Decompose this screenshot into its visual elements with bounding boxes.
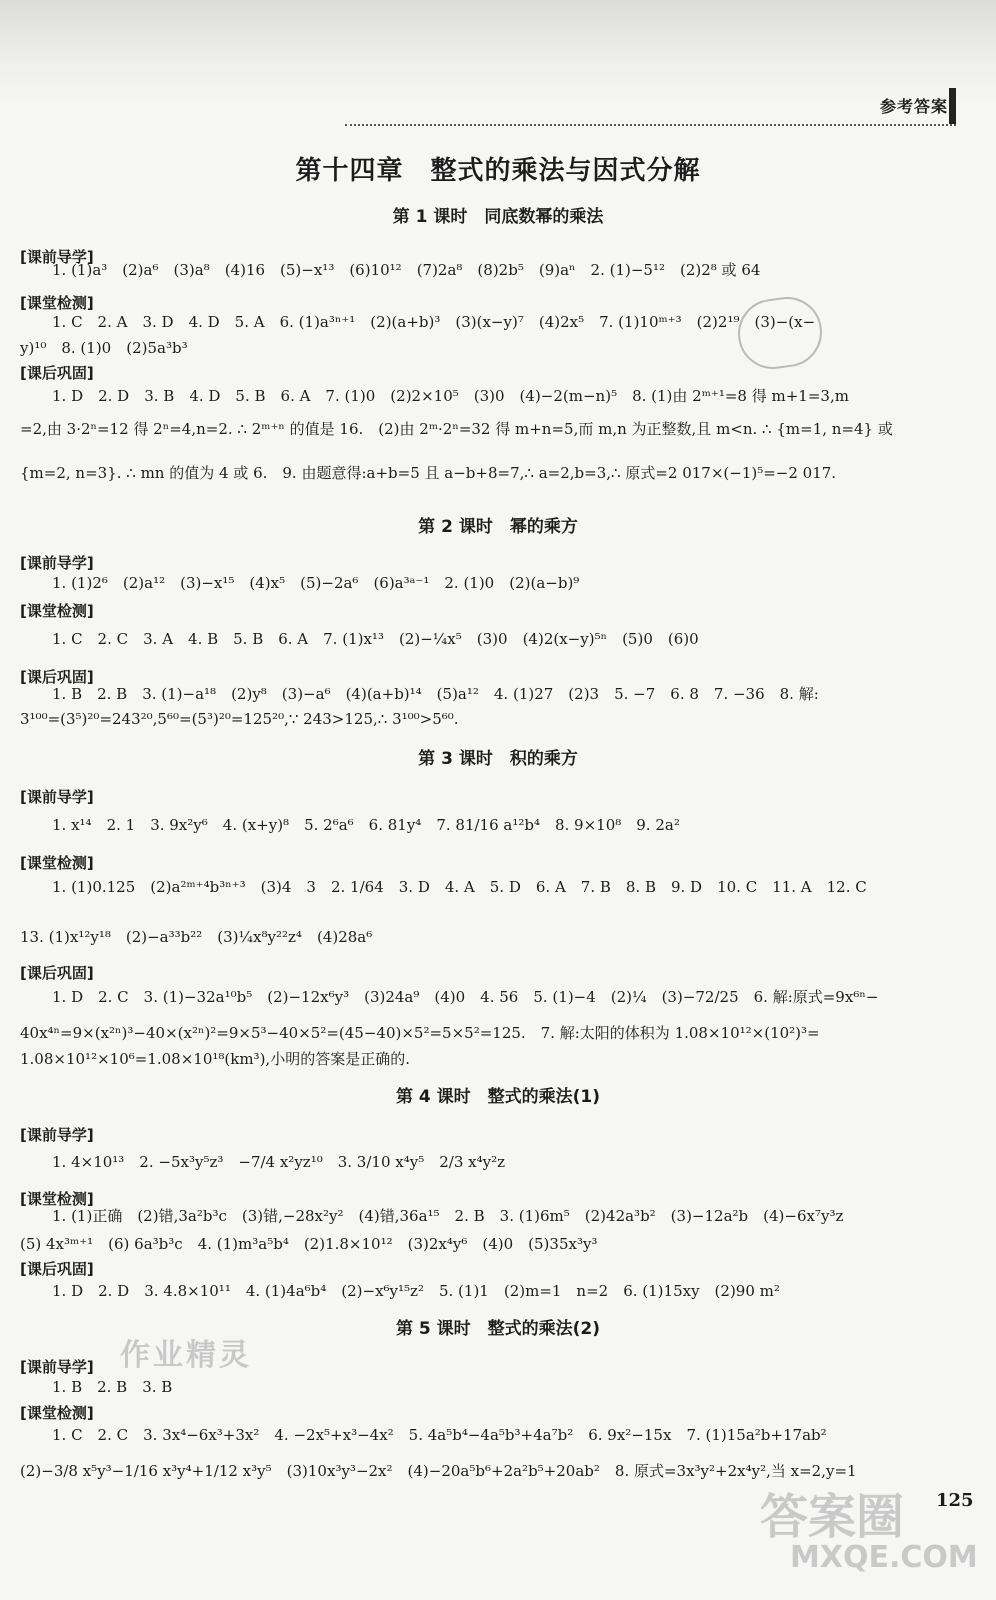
answer-line: {m=2, n=3}. ∴ mn 的值为 4 或 6. 9. 由题意得:a+b=5 且 a−b+8=7,∴ a=2,b=3,∴ 原式=2 017×(−1)⁵=−2 017. [20,464,837,482]
section-class: [课堂检测] [20,1404,94,1422]
answer-line: 40x⁴ⁿ=9×(x²ⁿ)³−40×(x²ⁿ)²=9×5³−40×5²=(45−40)×5²=5×5²=125. 7. 解:太阳的体积为 1.08×10¹²×(10²)³= [20,1024,820,1042]
answer-line: (2)−3/8 x⁵y³−1/16 x³y⁴+1/12 x³y⁵ (3)10x³y³−2x² (4)−20a⁵b⁶+2a²b⁵+20ab² 8. 原式=3x³y²+2x⁴y²,当 x=2,y=1 [20,1462,857,1480]
answer-line: 1.08×10¹²×10⁶=1.08×10¹⁸(km³),小明的答案是正确的. [20,1050,410,1068]
answer-line: 1. D 2. D 3. 4.8×10¹¹ 4. (1)4a⁶b⁴ (2)−x⁶y¹⁵z² 5. (1)1 (2)m=1 n=2 6. (1)15xy (2)90 m² [52,1282,780,1300]
section-pre: [课前导学] [20,788,94,806]
answer-line: 1. C 2. C 3. A 4. B 5. B 6. A 7. (1)x¹³ (2)−¼x⁵ (3)0 (4)2(x−y)⁵ⁿ (5)0 (6)0 [52,630,699,648]
stamp-seal [734,292,827,373]
lesson-title: 第 1 课时 同底数幂的乘法 [392,207,604,227]
section-post: [课后巩固] [20,364,94,382]
section-class: [课堂检测] [20,602,94,620]
answer-line: 1. (1)2⁶ (2)a¹² (3)−x¹⁵ (4)x⁵ (5)−2a⁶ (6)a³ᵃ⁻¹ 2. (1)0 (2)(a−b)⁹ [52,574,580,592]
answer-line: 13. (1)x¹²y¹⁸ (2)−a³³b²² (3)¼x⁸y²²z⁴ (4)28a⁶ [20,928,373,946]
section-post: [课后巩固] [20,668,94,686]
section-pre: [课前导学] [20,1126,94,1144]
lesson-title: 第 2 课时 幂的乘方 [418,517,578,537]
answer-line: (5) 4x³ᵐ⁺¹ (6) 6a³b³c 4. (1)m³a⁵b⁴ (2)1.8×10¹² (3)2x⁴y⁶ (4)0 (5)35x³y³ [20,1235,598,1253]
answer-line: 1. C 2. C 3. 3x⁴−6x³+3x² 4. −2x⁵+x³−4x² 5. 4a⁵b⁴−4a⁵b³+4a⁷b² 6. 9x²−15x 7. (1)15a²b+17ab² [52,1426,827,1444]
section-post: [课后巩固] [20,1260,94,1278]
answer-line: 1. B 2. B 3. (1)−a¹⁸ (2)y⁸ (3)−a⁶ (4)(a+b)¹⁴ (5)a¹² 4. (1)27 (2)3 5. −7 6. 8 7. −36 8. 解: [52,685,819,703]
header-divider [345,124,956,126]
lesson-title: 第 3 课时 积的乘方 [418,749,578,769]
watermark-left: 作业精灵 [120,1338,252,1373]
answer-line: 1. (1)0.125 (2)a²ᵐ⁺⁴b³ⁿ⁺³ (3)4 3 2. 1/64 3. D 4. A 5. D 6. A 7. B 8. B 9. D 10. C 11. A 12. C [52,878,867,896]
watermark-right: 答案圈 [760,1489,905,1545]
answer-line: 1. C 2. A 3. D 4. D 5. A 6. (1)a³ⁿ⁺¹ (2)(a+b)³ (3)(x−y)⁷ (4)2x⁵ 7. (1)10ᵐ⁺³ (2)2¹⁹ (3)−(x− [52,313,816,331]
page-number: 125 [936,1490,974,1511]
section-pre: [课前导学] [20,248,94,266]
answer-line: 3¹⁰⁰=(3⁵)²⁰=243²⁰,5⁶⁰=(5³)²⁰=125²⁰,∵ 243>125,∴ 3¹⁰⁰>5⁶⁰. [20,710,459,728]
watermark-url: MXQE.COM [790,1540,978,1575]
section-class: [课堂检测] [20,854,94,872]
answer-line: 1. (1)a³ (2)a⁶ (3)a⁸ (4)16 (5)−x¹³ (6)10¹² (7)2a⁸ (8)2b⁵ (9)aⁿ 2. (1)−5¹² (2)2⁸ 或 64 [52,261,761,279]
answer-line: y)¹⁰ 8. (1)0 (2)5a³b³ [20,339,188,357]
header-tab: 参考答案 [879,97,948,116]
header-bar [949,88,956,124]
answer-line: 1. B 2. B 3. B [52,1378,173,1396]
answer-line: =2,由 3·2ⁿ=12 得 2ⁿ=4,n=2. ∴ 2ᵐ⁺ⁿ 的值是 16. (2)由 2ᵐ·2ⁿ=32 得 m+n=5,而 m,n 为正整数,且 m<n. ∴ {m=1, n=4} 或 [20,420,893,438]
answer-line: 1. D 2. C 3. (1)−32a¹⁰b⁵ (2)−12x⁶y³ (3)24a⁹ (4)0 4. 56 5. (1)−4 (2)¼ (3)−72/25 6. 解:原式=9x⁶ⁿ− [52,988,879,1006]
chapter-title: 第十四章 整式的乘法与因式分解 [295,156,701,186]
lesson-title: 第 4 课时 整式的乘法(1) [395,1087,601,1107]
section-class: [课堂检测] [20,1190,94,1208]
lesson-title: 第 5 课时 整式的乘法(2) [395,1319,601,1339]
section-post: [课后巩固] [20,964,94,982]
section-pre: [课前导学] [20,554,94,572]
section-pre: [课前导学] [20,1358,94,1376]
answer-line: 1. 4×10¹³ 2. −5x³y⁵z³ −7/4 x²yz¹⁰ 3. 3/10 x⁴y⁵ 2/3 x⁴y²z [52,1153,505,1171]
answer-line: 1. x¹⁴ 2. 1 3. 9x²y⁶ 4. (x+y)⁸ 5. 2⁶a⁶ 6. 81y⁴ 7. 81/16 a¹²b⁴ 8. 9×10⁸ 9. 2a² [52,816,680,834]
scan-noise [0,0,996,105]
answer-line: 1. D 2. D 3. B 4. D 5. B 6. A 7. (1)0 (2)2×10⁵ (3)0 (4)−2(m−n)⁵ 8. (1)由 2ᵐ⁺¹=8 得 m+1=3,m [52,387,849,405]
section-class: [课堂检测] [20,294,94,312]
answer-line: 1. (1)正确 (2)错,3a²b³c (3)错,−28x²y² (4)错,36a¹⁵ 2. B 3. (1)6m⁵ (2)42a³b² (3)−12a²b (4)−6x⁷y³z [52,1207,844,1225]
